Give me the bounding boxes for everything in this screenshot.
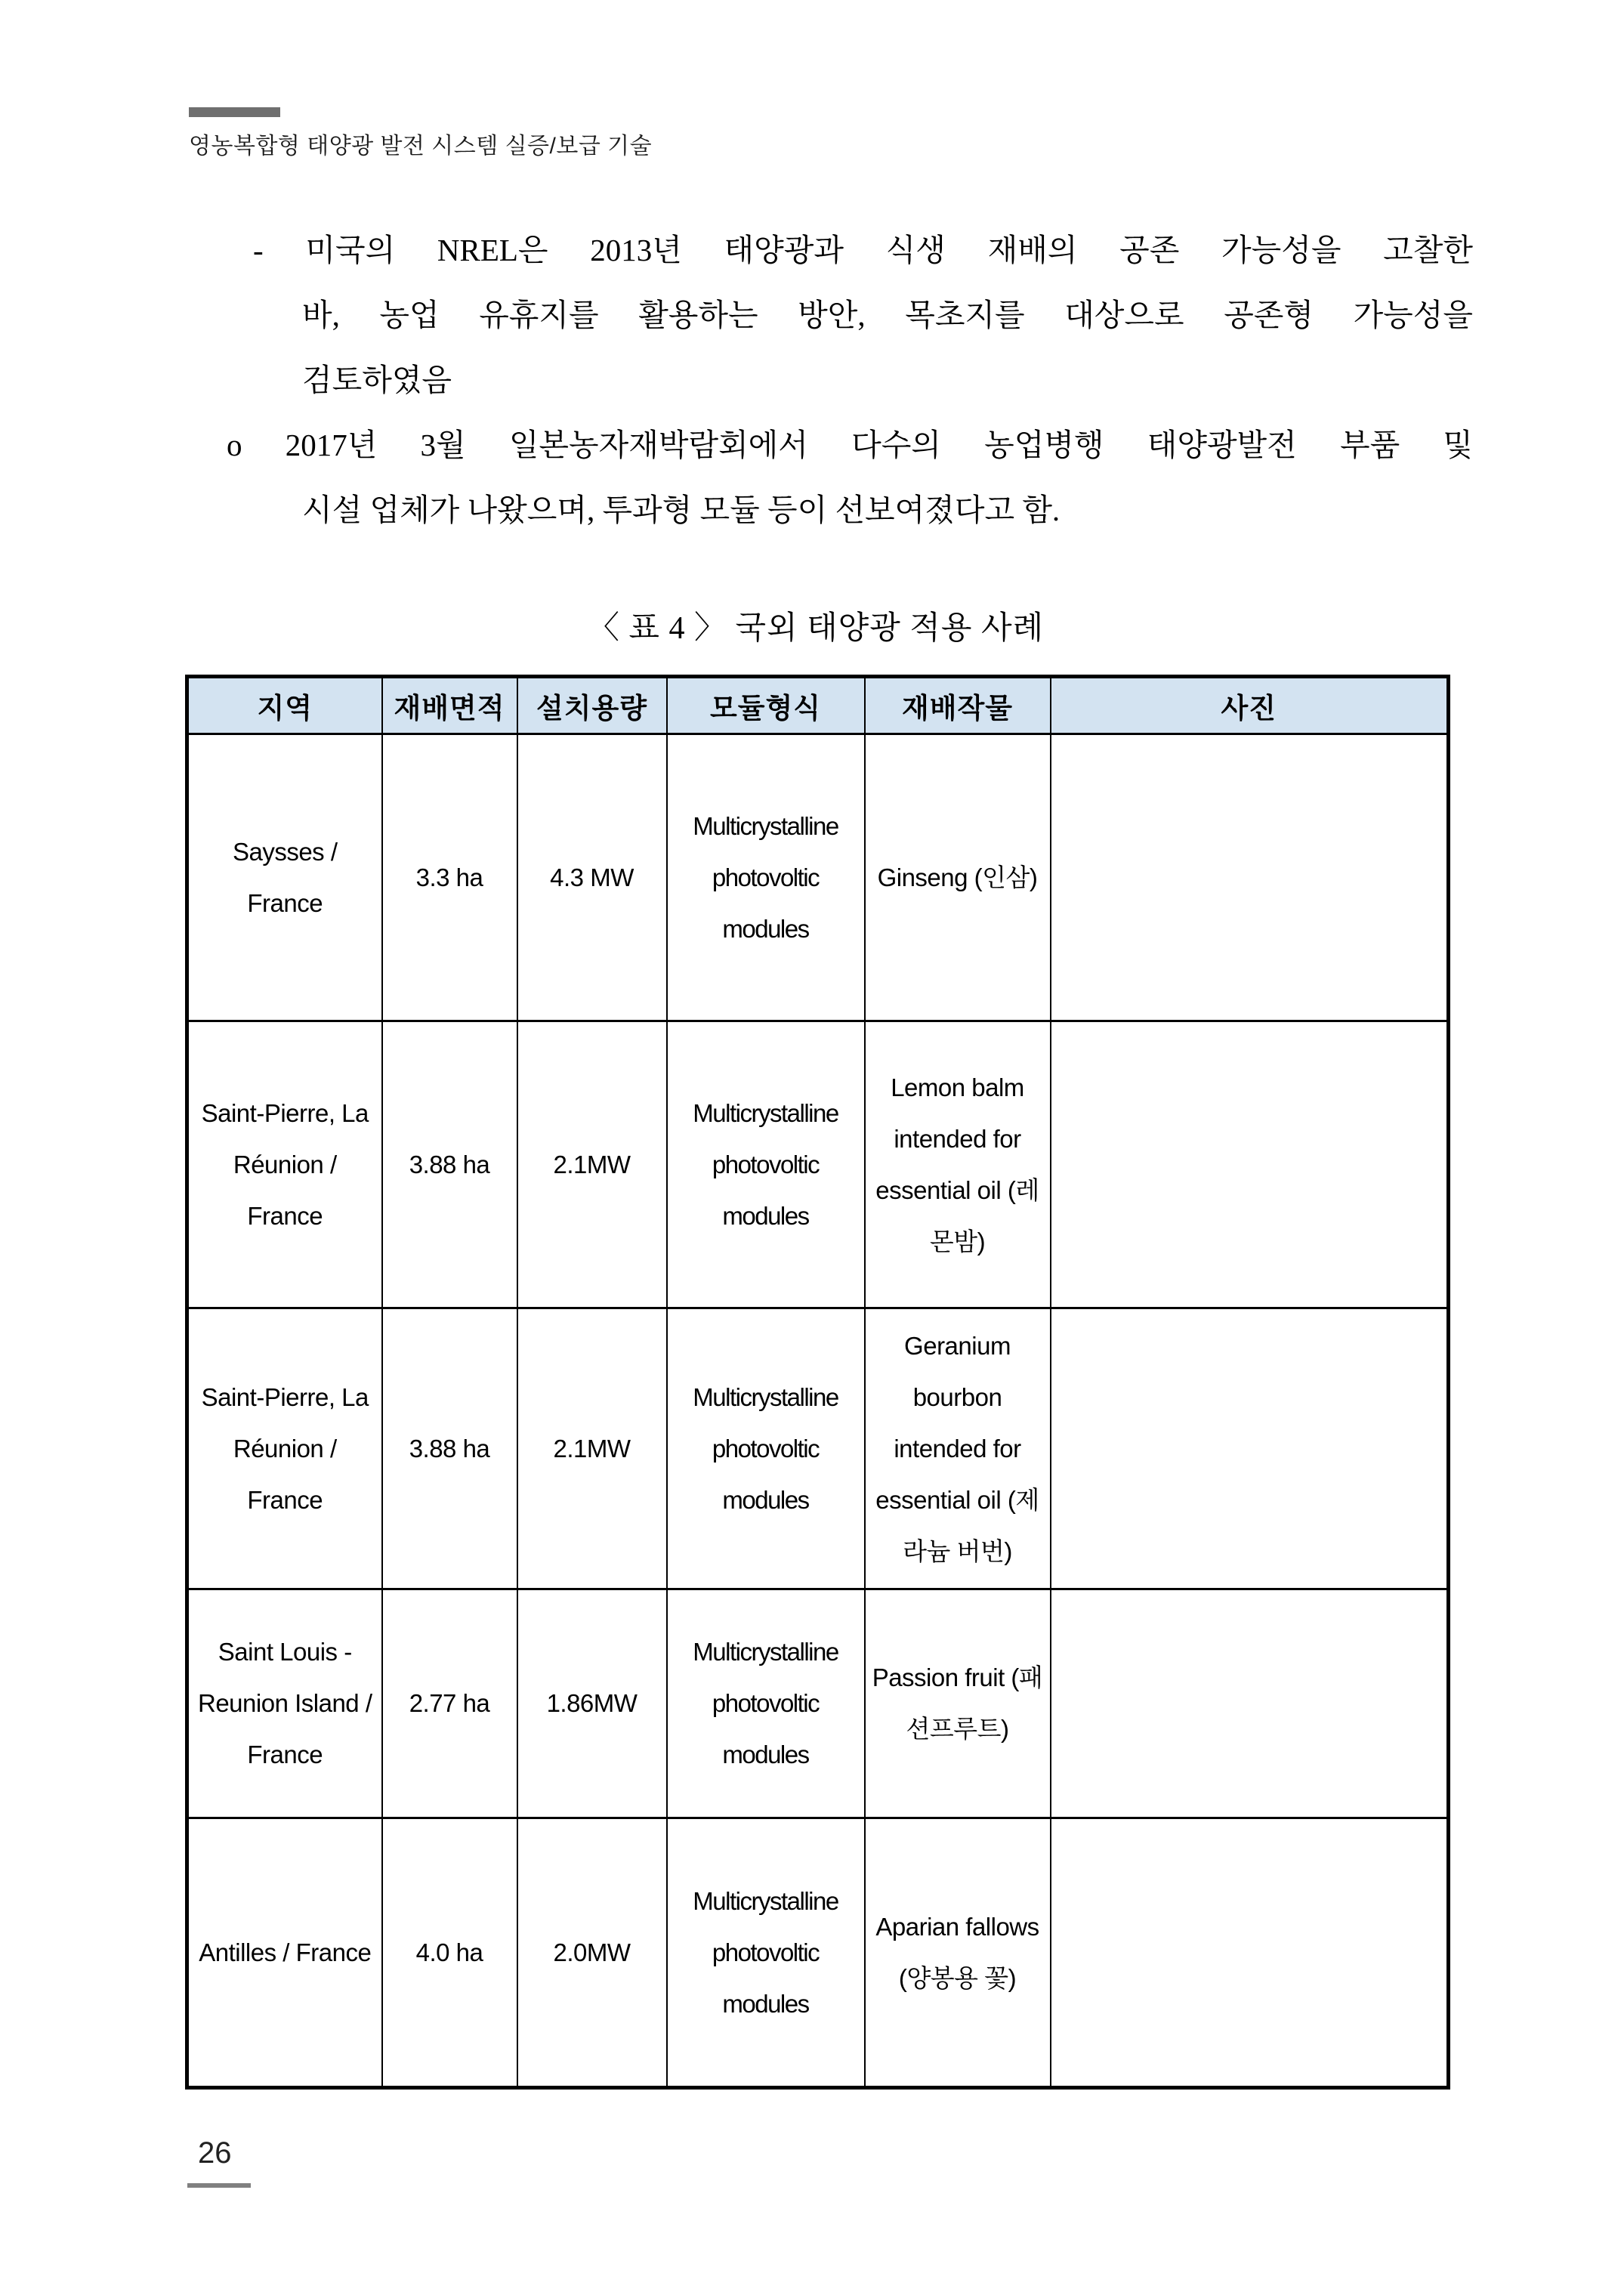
case-study-table — [185, 675, 1450, 2090]
photo-cell — [1051, 1589, 1449, 1818]
region-cell: Saint Louis - Reunion Island / France — [187, 1589, 382, 1818]
region-cell: Antilles / France — [187, 1818, 382, 2088]
header-accent-bar — [189, 107, 280, 117]
table-row — [187, 1589, 1449, 1818]
module-cell: Multicrystalline photovoltic modules — [667, 1308, 865, 1589]
body-text-line: o 2017년 3월 일본농자재박람회에서 다수의 농업병행 태양광발전 부품 및 — [227, 428, 1473, 462]
crop-cell: Passion fruit (패션프루트) — [865, 1589, 1051, 1818]
column-header-area: 재배면적 — [382, 677, 517, 734]
region-cell: Saysses / France — [187, 734, 382, 1021]
column-header-photo: 사진 — [1051, 677, 1449, 734]
photo-cell — [1051, 1021, 1449, 1308]
area-cell: 2.77 ha — [382, 1589, 517, 1818]
body-text-line: 시설 업체가 나왔으며, 투과형 모듈 등이 선보여졌다고 함. — [302, 493, 1061, 527]
capacity-cell: 2.1MW — [517, 1308, 667, 1589]
module-cell: Multicrystalline photovoltic modules — [667, 734, 865, 1021]
module-cell: Multicrystalline photovoltic modules — [667, 1818, 865, 2088]
page-number: 26 — [198, 2136, 232, 2170]
crop-cell: Ginseng (인삼) — [865, 734, 1051, 1021]
body-text-line: 검토하였음 — [302, 363, 452, 397]
photo-cell — [1051, 1818, 1449, 2088]
capacity-cell: 4.3 MW — [517, 734, 667, 1021]
region-cell: Saint-Pierre, La Réunion / France — [187, 1021, 382, 1308]
photo-cell — [1051, 734, 1449, 1021]
column-header-region: 지역 — [187, 677, 382, 734]
column-header-module: 모듈형식 — [667, 677, 865, 734]
photo-cell — [1051, 1308, 1449, 1589]
table-row — [187, 734, 1449, 1021]
region-cell: Saint-Pierre, La Réunion / France — [187, 1308, 382, 1589]
capacity-cell: 2.1MW — [517, 1021, 667, 1308]
table-row — [187, 1308, 1449, 1589]
area-cell: 3.88 ha — [382, 1308, 517, 1589]
crop-cell: Geranium bourbon intended for essential oil (제라늄 버번) — [865, 1308, 1051, 1589]
area-cell: 3.3 ha — [382, 734, 517, 1021]
footer-accent-bar — [187, 2183, 251, 2188]
table-caption: 〈 표 4 〉 국외 태양광 적용 사례 — [587, 611, 1045, 646]
running-header-title: 영농복합형 태양광 발전 시스템 실증/보급 기술 — [189, 134, 653, 159]
column-header-capacity: 설치용량 — [517, 677, 667, 734]
body-text — [0, 218, 1624, 542]
table-header-row — [187, 677, 1449, 734]
table-row — [187, 1021, 1449, 1308]
area-cell: 3.88 ha — [382, 1021, 517, 1308]
capacity-cell: 2.0MW — [517, 1818, 667, 2088]
area-cell: 4.0 ha — [382, 1818, 517, 2088]
module-cell: Multicrystalline photovoltic modules — [667, 1589, 865, 1818]
table-row — [187, 1818, 1449, 2088]
body-text-line: 바, 농업 유휴지를 활용하는 방안, 목초지를 대상으로 공존형 가능성을 — [302, 298, 1473, 332]
body-text-line: - 미국의 NREL은 2013년 태양광과 식생 재배의 공존 가능성을 고찰한 — [253, 233, 1473, 267]
column-header-crop: 재배작물 — [865, 677, 1051, 734]
crop-cell: Aparian fallows (양봉용 꽃) — [865, 1818, 1051, 2088]
module-cell: Multicrystalline photovoltic modules — [667, 1021, 865, 1308]
capacity-cell: 1.86MW — [517, 1589, 667, 1818]
crop-cell: Lemon balm intended for essential oil (레몬밤) — [865, 1021, 1051, 1308]
